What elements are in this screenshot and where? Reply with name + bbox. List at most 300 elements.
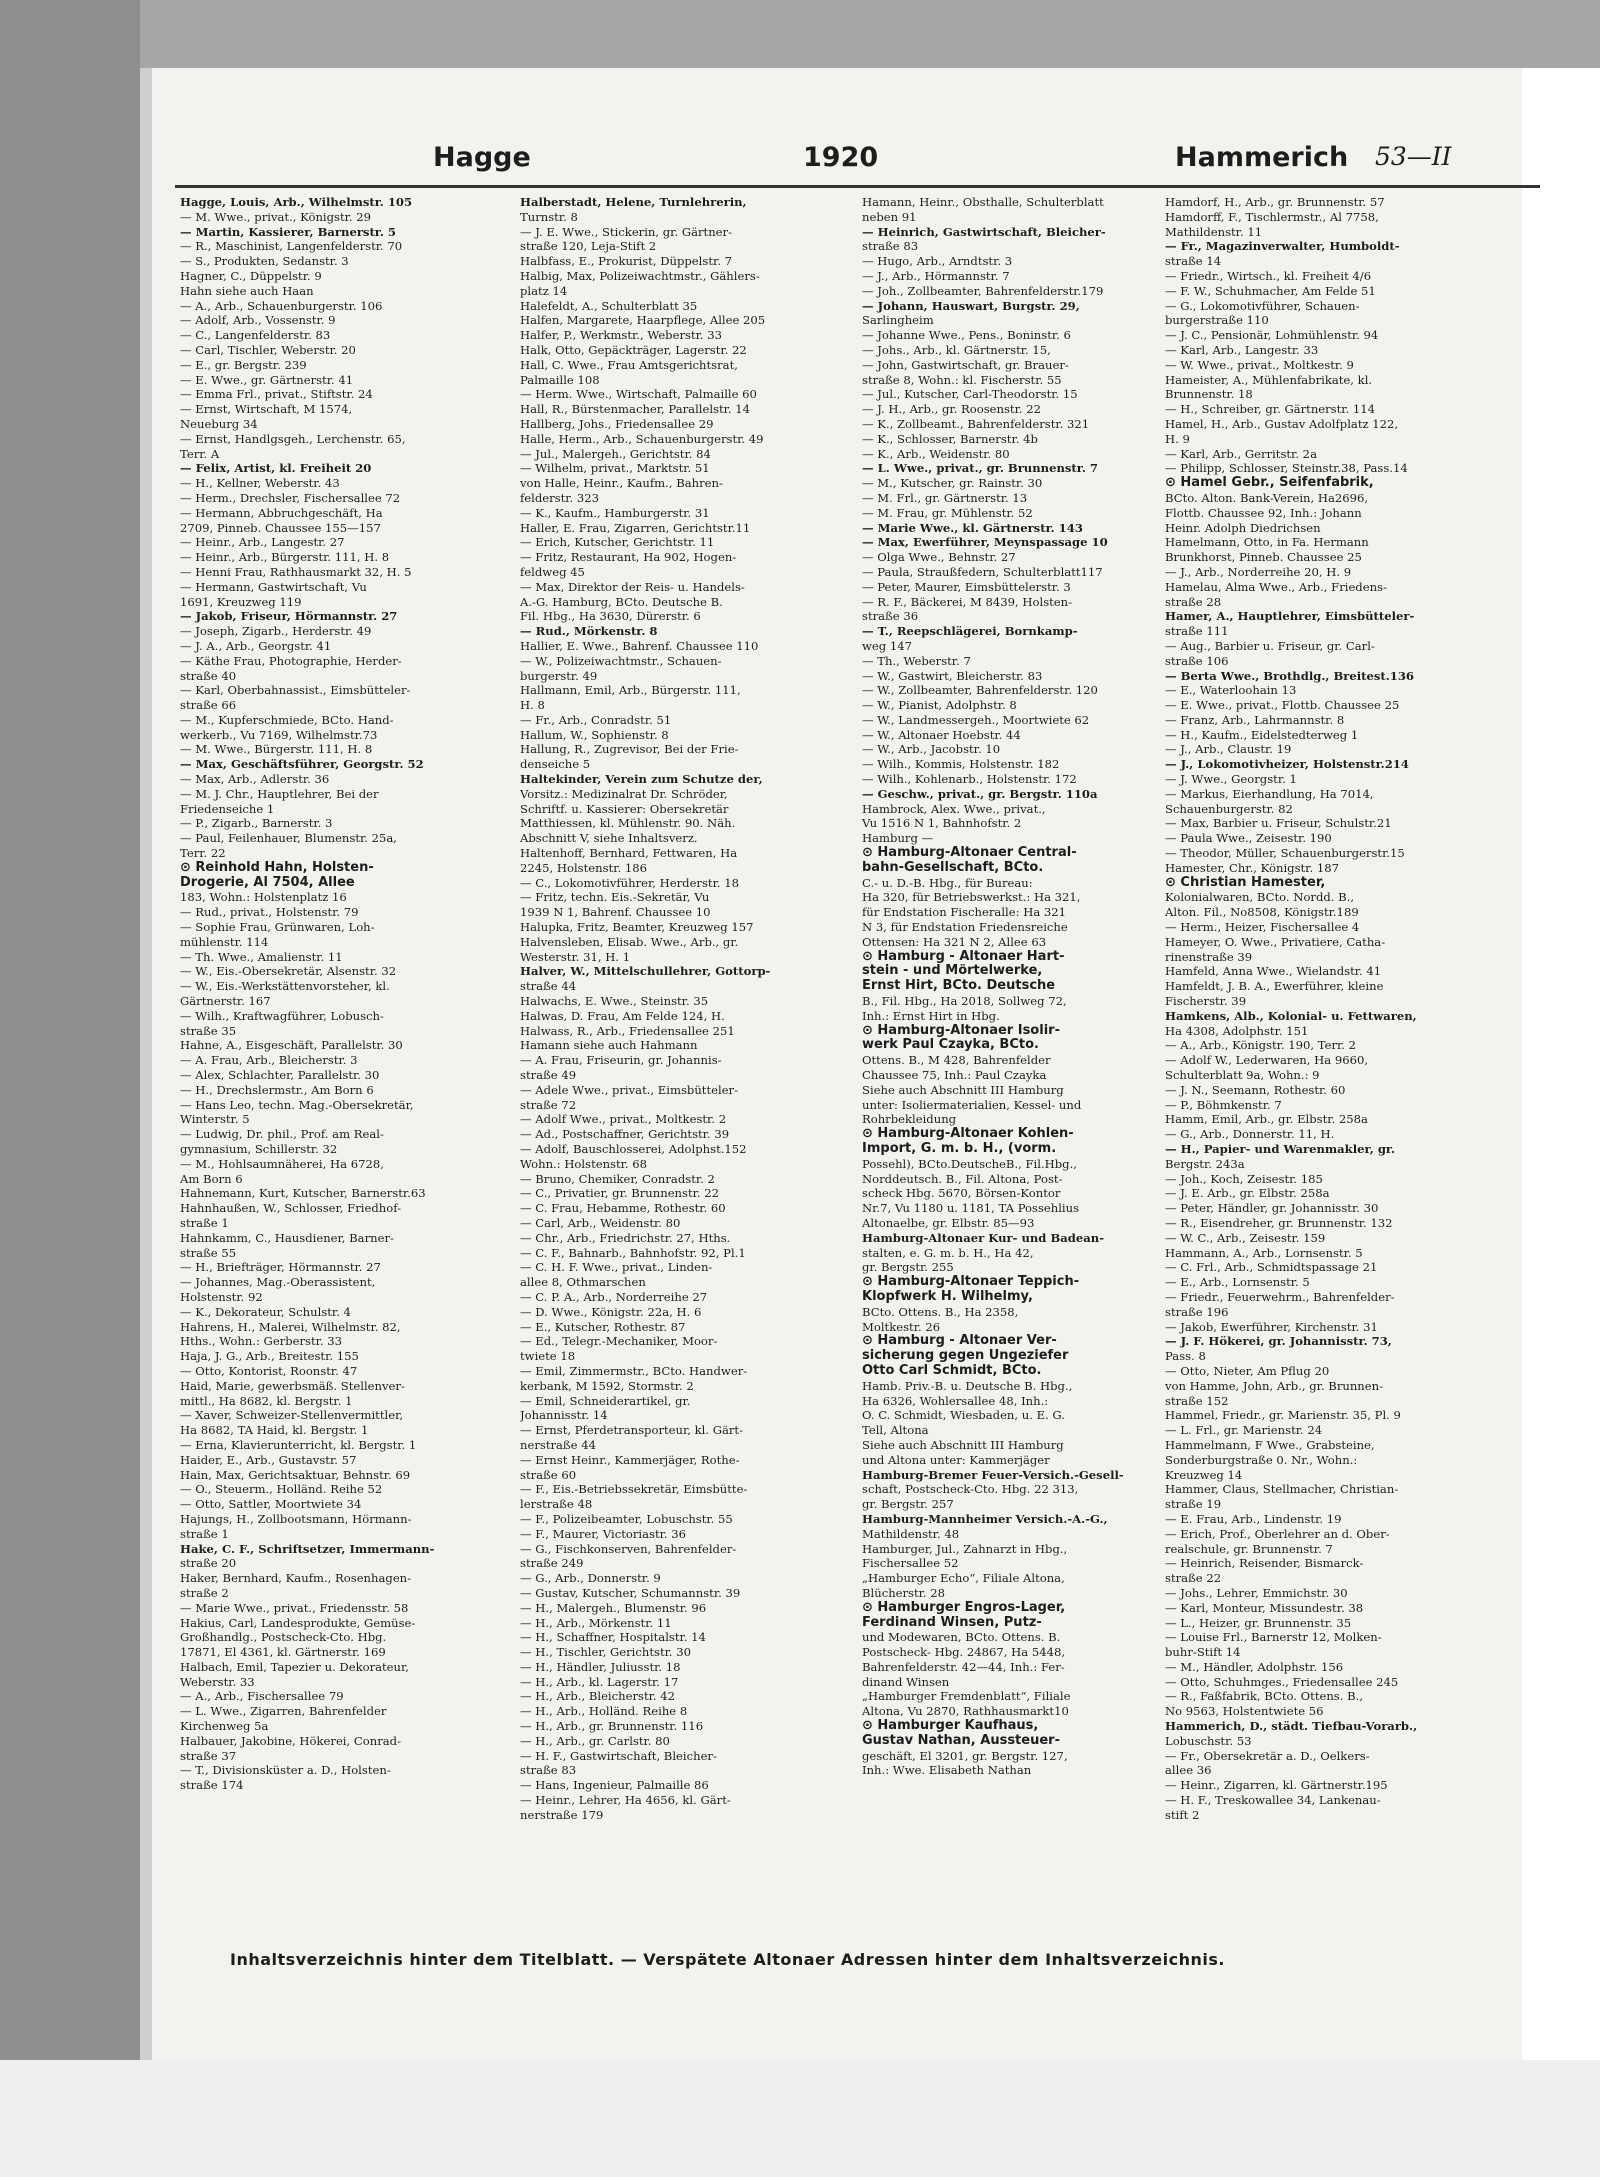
directory-entry: — D. Wwe., Königstr. 22a, H. 6 bbox=[520, 1304, 702, 1319]
directory-entry: — Adele Wwe., privat., Eimsbütteler- bbox=[520, 1082, 739, 1097]
directory-entry: — Johs., Arb., kl. Gärtnerstr. 15, bbox=[862, 342, 1051, 357]
directory-entry: Hammer, Claus, Stellmacher, Christian- bbox=[1165, 1482, 1399, 1497]
directory-entry: straße 8, Wohn.: kl. Fischerstr. 55 bbox=[862, 372, 1062, 387]
directory-entry: realschule, gr. Brunnenstr. 7 bbox=[1165, 1541, 1333, 1556]
directory-entry: sicherung gegen Ungeziefer bbox=[862, 1349, 1069, 1364]
directory-column-3 bbox=[862, 195, 1180, 1778]
directory-entry: straße 2 bbox=[180, 1585, 229, 1600]
directory-entry: — F., Eis.-Betriebssekretär, Eimsbütte- bbox=[520, 1482, 748, 1497]
directory-entry: straße 106 bbox=[1165, 653, 1229, 668]
directory-entry: ⊙ Christian Hamester, bbox=[1165, 875, 1326, 890]
directory-entry: O. C. Schmidt, Wiesbaden, u. E. G. bbox=[862, 1408, 1065, 1423]
directory-entry: Hallier, E. Wwe., Bahrenf. Chaussee 110 bbox=[520, 638, 759, 653]
directory-entry: Siehe auch Abschnitt III Hamburg bbox=[862, 1437, 1064, 1452]
directory-entry: — Felix, Artist, kl. Freiheit 20 bbox=[180, 461, 372, 476]
directory-entry: — Fritz, techn. Eis.-Sekretär, Vu bbox=[520, 890, 710, 905]
directory-entry: — E. Frau, Arb., Lindenstr. 19 bbox=[1165, 1511, 1342, 1526]
directory-entry: Ha 320, für Betriebswerkst.: Ha 321, bbox=[862, 890, 1081, 905]
directory-entry: — Bruno, Chemiker, Conradstr. 2 bbox=[520, 1171, 715, 1186]
directory-entry: — Fr., Arb., Conradstr. 51 bbox=[520, 712, 672, 727]
directory-entry: straße 174 bbox=[180, 1778, 244, 1793]
directory-entry: Mathildenstr. 11 bbox=[1165, 224, 1263, 239]
directory-entry: — Heinr., Zigarren, kl. Gärtnerstr.195 bbox=[1165, 1778, 1388, 1793]
directory-entry: — J. A., Arb., Georgstr. 41 bbox=[180, 638, 332, 653]
directory-entry: Weberstr. 33 bbox=[180, 1674, 255, 1689]
directory-entry: ⊙ Hamburg-Altonaer Central- bbox=[862, 846, 1077, 861]
directory-entry: — H., Arb., kl. Lagerstr. 17 bbox=[520, 1674, 679, 1689]
directory-entry: — Th., Weberstr. 7 bbox=[862, 653, 971, 668]
directory-entry: — F., Polizeibeamter, Lobuschstr. 55 bbox=[520, 1511, 733, 1526]
directory-entry: 2245, Holstenstr. 186 bbox=[520, 860, 647, 875]
directory-entry: Hahn siehe auch Haan bbox=[180, 283, 314, 298]
directory-entry: straße 22 bbox=[1165, 1571, 1222, 1586]
directory-entry: Halupka, Fritz, Beamter, Kreuzweg 157 bbox=[520, 920, 754, 935]
directory-entry: — Friedr., Wirtsch., kl. Freiheit 4/6 bbox=[1165, 268, 1372, 283]
directory-entry: — R., Maschinist, Langenfelderstr. 70 bbox=[180, 239, 403, 254]
directory-entry: burgerstraße 110 bbox=[1165, 313, 1269, 328]
header-first-name: Hagge bbox=[433, 142, 531, 173]
directory-entry: — Karl, Oberbahnassist., Eimsbütteler- bbox=[180, 683, 411, 698]
directory-entry: — Johs., Lehrer, Emmichstr. 30 bbox=[1165, 1585, 1348, 1600]
directory-entry: Halwass, R., Arb., Friedensallee 251 bbox=[520, 1023, 735, 1038]
directory-entry: Bahrenfelderstr. 42—44, Inh.: Fer- bbox=[862, 1659, 1065, 1674]
directory-entry: allee 8, Othmarschen bbox=[520, 1275, 646, 1290]
directory-entry: Hameister, A., Mühlenfabrikate, kl. bbox=[1165, 372, 1373, 387]
directory-entry: Heinr. Adolph Diedrichsen bbox=[1165, 520, 1321, 535]
directory-entry: — Wilhelm, privat., Marktstr. 51 bbox=[520, 461, 710, 476]
directory-entry: Haltenhoff, Bernhard, Fettwaren, Ha bbox=[520, 846, 738, 861]
directory-entry: — Otto, Schuhmges., Friedensallee 245 bbox=[1165, 1674, 1399, 1689]
directory-entry: Hagner, C., Düppelstr. 9 bbox=[180, 268, 322, 283]
directory-entry: Halbig, Max, Polizeiwachtmstr., Gählers- bbox=[520, 268, 760, 283]
directory-entry: — J., Arb., Norderreihe 20, H. 9 bbox=[1165, 564, 1352, 579]
directory-entry: — Karl, Monteur, Missundestr. 38 bbox=[1165, 1600, 1364, 1615]
directory-entry: — C., Langenfelderstr. 83 bbox=[180, 328, 331, 343]
directory-entry: — L. Frl., gr. Marienstr. 24 bbox=[1165, 1423, 1323, 1438]
directory-entry: — Martin, Kassierer, Barnerstr. 5 bbox=[180, 224, 396, 239]
directory-entry: Am Born 6 bbox=[180, 1171, 243, 1186]
directory-entry: straße 44 bbox=[520, 979, 577, 994]
directory-entry: — K., Kaufm., Hamburgerstr. 31 bbox=[520, 505, 710, 520]
directory-entry: Gärtnerstr. 167 bbox=[180, 994, 271, 1009]
directory-entry: — Marie Wwe., privat., Friedensstr. 58 bbox=[180, 1600, 409, 1615]
directory-entry: — Adolf, Arb., Vossenstr. 9 bbox=[180, 313, 336, 328]
directory-entry: Ha 8682, TA Haid, kl. Bergstr. 1 bbox=[180, 1423, 369, 1438]
directory-entry: Inh.: Ernst Hirt in Hbg. bbox=[862, 1008, 1000, 1023]
directory-entry: — A. Frau, Friseurin, gr. Johannis- bbox=[520, 1053, 722, 1068]
directory-entry: — S., Produkten, Sedanstr. 3 bbox=[180, 254, 349, 269]
directory-entry: Ottens. B., M 428, Bahrenfelder bbox=[862, 1053, 1051, 1068]
directory-entry: Halver, W., Mittelschullehrer, Gottorp- bbox=[520, 964, 771, 979]
directory-entry: Hahnkamm, C., Hausdiener, Barner- bbox=[180, 1230, 394, 1245]
directory-entry: buhr-Stift 14 bbox=[1165, 1645, 1241, 1660]
directory-entry: Ha 6326, Wohlersallee 48, Inh.: bbox=[862, 1393, 1049, 1408]
directory-entry: — H., Tischler, Gerichtstr. 30 bbox=[520, 1645, 691, 1660]
directory-entry: Winterstr. 5 bbox=[180, 1112, 250, 1127]
directory-entry: — Käthe Frau, Photographie, Herder- bbox=[180, 653, 402, 668]
directory-entry: — K., Zollbeamt., Bahrenfelderstr. 321 bbox=[862, 416, 1090, 431]
directory-entry: — Paula, Straußfedern, Schulterblatt117 bbox=[862, 564, 1103, 579]
directory-entry: nerstraße 179 bbox=[520, 1807, 604, 1822]
directory-entry: N 3, für Endstation Friedensreiche bbox=[862, 920, 1068, 935]
directory-entry: lerstraße 48 bbox=[520, 1497, 593, 1512]
directory-entry: — C. H. F. Wwe., privat., Linden- bbox=[520, 1260, 713, 1275]
directory-entry: Hamburg-Mannheimer Versich.-A.-G., bbox=[862, 1511, 1108, 1526]
directory-entry: und Altona unter: Kammerjäger bbox=[862, 1452, 1050, 1467]
directory-entry: BCto. Alton. Bank-Verein, Ha2696, bbox=[1165, 490, 1369, 505]
directory-entry: — Peter, Händler, gr. Johannisstr. 30 bbox=[1165, 1201, 1379, 1216]
directory-entry: Holstenstr. 92 bbox=[180, 1289, 263, 1304]
directory-entry: — O., Steuerm., Holländ. Reihe 52 bbox=[180, 1482, 383, 1497]
directory-entry: — C., Privatier, gr. Brunnenstr. 22 bbox=[520, 1186, 720, 1201]
directory-entry: Halberstadt, Helene, Turnlehrerin, bbox=[520, 195, 747, 209]
directory-entry: — Max, Barbier u. Friseur, Schulstr.21 bbox=[1165, 816, 1392, 831]
directory-entry: Neueburg 34 bbox=[180, 416, 258, 431]
directory-entry: Hamkens, Alb., Kolonial- u. Fettwaren, bbox=[1165, 1008, 1417, 1023]
directory-entry: Turnstr. 8 bbox=[520, 209, 578, 224]
directory-entry: Nr.7, Vu 1180 u. 1181, TA Possehlius bbox=[862, 1201, 1080, 1216]
directory-entry: — Olga Wwe., Behnstr. 27 bbox=[862, 550, 1016, 565]
directory-entry: für Endstation Fischeralle: Ha 321 bbox=[862, 905, 1067, 920]
directory-entry: Hamfeldt, J. B. A., Ewerführer, kleine bbox=[1165, 979, 1384, 994]
directory-entry: Terr. 22 bbox=[180, 846, 226, 861]
directory-entry: — W. Wwe., privat., Moltkestr. 9 bbox=[1165, 357, 1354, 372]
directory-entry: Hameyer, O. Wwe., Privatiere, Catha- bbox=[1165, 934, 1386, 949]
directory-entry: Altonaelbe, gr. Elbstr. 85—93 bbox=[862, 1215, 1035, 1230]
directory-entry: ⊙ Hamburg - Altonaer Ver- bbox=[862, 1334, 1057, 1349]
directory-entry: — Paul, Feilenhauer, Blumenstr. 25a, bbox=[180, 831, 397, 846]
directory-entry: — Johannes, Mag.-Oberassistent, bbox=[180, 1275, 376, 1290]
directory-entry: — Fr., Magazinverwalter, Humboldt- bbox=[1165, 239, 1400, 254]
directory-entry: — H., Arb., gr. Brunnenstr. 116 bbox=[520, 1719, 704, 1734]
directory-entry: Hamburg-Altonaer Kur- und Badean- bbox=[862, 1230, 1105, 1245]
directory-entry: — P., Böhmkenstr. 7 bbox=[1165, 1097, 1282, 1112]
directory-entry: — Johanne Wwe., Pens., Boninstr. 6 bbox=[862, 328, 1071, 343]
directory-entry: — Heinrich, Reisender, Bismarck- bbox=[1165, 1556, 1364, 1571]
directory-entry: Hamdorff, F., Tischlermstr., Al 7758, bbox=[1165, 209, 1379, 224]
directory-entry: — Peter, Maurer, Eimsbüttelerstr. 3 bbox=[862, 579, 1071, 594]
directory-entry: Vu 1516 N 1, Bahnhofstr. 2 bbox=[862, 816, 1022, 831]
directory-entry: Klopfwerk H. Wilhelmy, bbox=[862, 1289, 1033, 1304]
directory-entry: Hamdorf, H., Arb., gr. Brunnenstr. 57 bbox=[1165, 195, 1385, 209]
directory-entry: — Max, Direktor der Reis- u. Handels- bbox=[520, 579, 745, 594]
directory-entry: Import, G. m. b. H., (vorm. bbox=[862, 1142, 1057, 1156]
directory-entry: ⊙ Hamburg-Altonaer Kohlen- bbox=[862, 1127, 1074, 1142]
directory-entry: — Carl, Tischler, Weberstr. 20 bbox=[180, 342, 356, 357]
directory-entry: — Marie Wwe., kl. Gärtnerstr. 143 bbox=[862, 520, 1083, 535]
directory-entry: — Erich, Kutscher, Gerichtstr. 11 bbox=[520, 535, 715, 550]
directory-entry: Hammel, Friedr., gr. Marienstr. 35, Pl. 9 bbox=[1165, 1408, 1401, 1423]
directory-entry: Halfen, Margarete, Haarpflege, Allee 205 bbox=[520, 313, 766, 328]
directory-entry: gymnasium, Schillerstr. 32 bbox=[180, 1142, 338, 1156]
directory-entry: straße 120, Leja-Stift 2 bbox=[520, 239, 657, 254]
directory-entry: Hambrock, Alex. Wwe., privat., bbox=[862, 801, 1046, 816]
directory-entry: neben 91 bbox=[862, 209, 917, 224]
directory-entry: straße 1 bbox=[180, 1526, 229, 1541]
directory-entry: Abschnitt V, siehe Inhaltsverz. bbox=[520, 831, 698, 846]
directory-entry: — Henni Frau, Rathhausmarkt 32, H. 5 bbox=[180, 564, 412, 579]
directory-entry: rinenstraße 39 bbox=[1165, 949, 1253, 964]
directory-entry: — Herm., Drechsler, Fischersallee 72 bbox=[180, 490, 401, 505]
directory-entry: „Hamburger Echo“, Filiale Altona, bbox=[862, 1571, 1065, 1586]
directory-entry: — Geschw., privat., gr. Bergstr. 110a bbox=[862, 786, 1098, 801]
directory-entry: Schriftf. u. Kassierer: Obersekretär bbox=[520, 801, 729, 816]
directory-entry: — Rud., Mörkenstr. 8 bbox=[520, 624, 658, 639]
directory-entry: Ferdinand Winsen, Putz- bbox=[862, 1615, 1042, 1630]
directory-entry: Brunnenstr. 18 bbox=[1165, 387, 1253, 402]
directory-entry: — M., Kutscher, gr. Rainstr. 30 bbox=[862, 476, 1043, 491]
directory-entry: von Hamme, John, Arb., gr. Brunnen- bbox=[1165, 1378, 1384, 1393]
directory-entry: — Joh., Zollbeamter, Bahrenfelderstr.179 bbox=[862, 283, 1104, 298]
directory-entry: — A., Arb., Fischersallee 79 bbox=[180, 1689, 344, 1704]
directory-entry: mittl., Ha 8682, kl. Bergstr. 1 bbox=[180, 1393, 353, 1408]
directory-entry: Norddeutsch. B., Fil. Altona, Post- bbox=[862, 1171, 1063, 1186]
directory-entry: straße 37 bbox=[180, 1748, 237, 1763]
directory-entry: Hammerich, D., städt. Tiefbau-Vorarb., bbox=[1165, 1719, 1418, 1734]
directory-entry: — G., Arb., Donnerstr. 11, H. bbox=[1165, 1127, 1335, 1142]
directory-entry: Hamburger, Jul., Zahnarzt in Hbg., bbox=[862, 1541, 1068, 1556]
page-footer-note: Inhaltsverzeichnis hinter dem Titelblatt. — Verspätete Altonaer Adressen hinter dem Inhaltsverzeichnis. bbox=[230, 1950, 1225, 1969]
directory-entry: Fischersallee 52 bbox=[862, 1556, 959, 1571]
directory-entry: — J. C., Pensionär, Lohmühlenstr. 94 bbox=[1165, 328, 1379, 343]
directory-entry: — Emma Frl., privat., Stiftstr. 24 bbox=[180, 387, 373, 402]
directory-entry: Schauenburgerstr. 82 bbox=[1165, 801, 1293, 816]
directory-entry: — M. Wwe., privat., Königstr. 29 bbox=[180, 209, 372, 224]
directory-entry: C.- u. D.-B. Hbg., für Bureau: bbox=[862, 875, 1033, 890]
directory-entry: — A., Arb., Königstr. 190, Terr. 2 bbox=[1165, 1038, 1357, 1053]
directory-entry: Großhandlg., Postscheck-Cto. Hbg. bbox=[180, 1630, 387, 1645]
directory-entry: werk Paul Czayka, BCto. bbox=[862, 1038, 1039, 1053]
directory-entry: — H., Papier- und Warenmakler, gr. bbox=[1165, 1142, 1396, 1156]
directory-entry: straße 49 bbox=[520, 1068, 577, 1083]
directory-entry: Hall, C. Wwe., Frau Amtsgerichtsrat, bbox=[520, 357, 738, 372]
directory-entry: Schulterblatt 9a, Wohn.: 9 bbox=[1165, 1068, 1320, 1083]
directory-entry: Hammann, A., Arb., Lornsenstr. 5 bbox=[1165, 1245, 1363, 1260]
directory-entry: Fil. Hbg., Ha 3630, Dürerstr. 6 bbox=[520, 609, 701, 624]
directory-entry: — Adolf W., Lederwaren, Ha 9660, bbox=[1165, 1053, 1369, 1068]
directory-entry: allee 36 bbox=[1165, 1763, 1212, 1778]
directory-entry: Hamelau, Alma Wwe., Arb., Friedens- bbox=[1165, 579, 1387, 594]
directory-entry: — E. Wwe., gr. Gärtnerstr. 41 bbox=[180, 372, 354, 387]
directory-entry: gr. Bergstr. 255 bbox=[862, 1260, 954, 1275]
directory-entry: Halk, Otto, Gepäckträger, Lagerstr. 22 bbox=[520, 342, 747, 357]
directory-entry: Halbach, Emil, Tapezier u. Dekorateur, bbox=[180, 1659, 409, 1674]
directory-entry: Hamb. Priv.-B. u. Deutsche B. Hbg., bbox=[862, 1378, 1073, 1393]
directory-entry: Halvensleben, Elisab. Wwe., Arb., gr. bbox=[520, 934, 739, 949]
directory-entry: — Sophie Frau, Grünwaren, Loh- bbox=[180, 920, 375, 935]
directory-entry: — E., gr. Bergstr. 239 bbox=[180, 357, 307, 372]
directory-entry: Siehe auch Abschnitt III Hamburg bbox=[862, 1082, 1064, 1097]
directory-entry: Hamelmann, Otto, in Fa. Hermann bbox=[1165, 535, 1369, 550]
directory-entry: denseiche 5 bbox=[520, 757, 591, 772]
directory-entry: twiete 18 bbox=[520, 1349, 576, 1364]
directory-entry: — Karl, Arb., Gerritstr. 2a bbox=[1165, 446, 1317, 461]
directory-entry: mühlenstr. 114 bbox=[180, 934, 269, 949]
directory-entry: Hahrens, H., Malerei, Wilhelmstr. 82, bbox=[180, 1319, 401, 1334]
directory-entry: straße 40 bbox=[180, 668, 237, 683]
directory-entry: — G., Fischkonserven, Bahrenfelder- bbox=[520, 1541, 737, 1556]
directory-entry: Kreuzweg 14 bbox=[1165, 1467, 1243, 1482]
directory-entry: — Herm., Heizer, Fischersallee 4 bbox=[1165, 920, 1360, 935]
directory-entry: — Heinr., Lehrer, Ha 4656, kl. Gärt- bbox=[520, 1793, 731, 1808]
directory-entry: — Heinr., Arb., Bürgerstr. 111, H. 8 bbox=[180, 550, 390, 565]
directory-entry: — H., Händler, Juliusstr. 18 bbox=[520, 1659, 681, 1674]
directory-entry: — L. Wwe., privat., gr. Brunnenstr. 7 bbox=[862, 461, 1098, 476]
directory-entry: Rohrbekleidung bbox=[862, 1112, 957, 1127]
header-rule bbox=[175, 185, 1540, 188]
scan-border-bottom bbox=[0, 2060, 1600, 2177]
directory-entry: — Hermann, Abbruchgeschäft, Ha bbox=[180, 505, 383, 520]
directory-entry: Palmaille 108 bbox=[520, 372, 600, 387]
directory-entry: Tell, Altona bbox=[862, 1423, 929, 1438]
directory-entry: — Ernst Heinr., Kammerjäger, Rothe- bbox=[520, 1452, 740, 1467]
directory-entry: stein - und Mörtelwerke, bbox=[862, 964, 1043, 979]
page-header bbox=[175, 142, 1540, 176]
directory-entry: — Louise Frl., Barnerstr 12, Molken- bbox=[1165, 1630, 1382, 1645]
directory-entry: — H. F., Treskowallee 34, Lankenau- bbox=[1165, 1793, 1381, 1808]
directory-entry: ⊙ Hamel Gebr., Seifenfabrik, bbox=[1165, 476, 1374, 491]
directory-entry: Hamfeld, Anna Wwe., Wielandstr. 41 bbox=[1165, 964, 1382, 979]
directory-entry: — T., Divisionsküster a. D., Holsten- bbox=[180, 1763, 391, 1778]
directory-entry: Hamer, A., Hauptlehrer, Eimsbütteler- bbox=[1165, 609, 1415, 624]
directory-entry: B., Fil. Hbg., Ha 2018, Sollweg 72, bbox=[862, 994, 1067, 1009]
directory-entry: — P., Zigarb., Barnerstr. 3 bbox=[180, 816, 333, 831]
directory-entry: straße 83 bbox=[520, 1763, 577, 1778]
directory-entry: burgerstr. 49 bbox=[520, 668, 598, 683]
directory-entry: Haid, Marie, gewerbsmäß. Stellenver- bbox=[180, 1378, 405, 1393]
directory-entry: 1939 N 1, Bahrenf. Chaussee 10 bbox=[520, 905, 711, 920]
directory-entry: Hallung, R., Zugrevisor, Bei der Frie- bbox=[520, 742, 739, 757]
directory-entry: — W., Eis.-Obersekretär, Alsenstr. 32 bbox=[180, 964, 397, 979]
directory-entry: ⊙ Hamburg-Altonaer Isolir- bbox=[862, 1023, 1060, 1038]
directory-entry: H. 9 bbox=[1165, 431, 1190, 446]
directory-entry: H. 8 bbox=[520, 698, 545, 713]
directory-entry: — Carl, Arb., Weidenstr. 80 bbox=[520, 1215, 681, 1230]
directory-entry: werkerb., Vu 7169, Wilhelmstr.73 bbox=[180, 727, 378, 742]
directory-column-1 bbox=[180, 195, 498, 1793]
directory-entry: — C. F., Bahnarb., Bahnhofstr. 92, Pl.1 bbox=[520, 1245, 746, 1260]
directory-entry: — Wilh., Kohlenarb., Holstenstr. 172 bbox=[862, 772, 1077, 787]
directory-entry: Kirchenweg 5a bbox=[180, 1719, 269, 1734]
directory-entry: — L., Heizer, gr. Brunnenstr. 35 bbox=[1165, 1615, 1352, 1630]
directory-entry: schaft, Postscheck-Cto. Hbg. 22 313, bbox=[862, 1482, 1079, 1497]
directory-entry: Hamel, H., Arb., Gustav Adolfplatz 122, bbox=[1165, 416, 1399, 431]
directory-entry: Hallum, W., Sophienstr. 8 bbox=[520, 727, 669, 742]
directory-entry: kerbank, M 1592, Stormstr. 2 bbox=[520, 1378, 694, 1393]
directory-entry: Kolonialwaren, BCto. Nordd. B., bbox=[1165, 890, 1355, 905]
directory-entry: — H., Schreiber, gr. Gärtnerstr. 114 bbox=[1165, 402, 1376, 417]
directory-entry: — Hermann, Gastwirtschaft, Vu bbox=[180, 579, 367, 594]
directory-entry: straße 14 bbox=[1165, 254, 1222, 269]
directory-entry: gr. Bergstr. 257 bbox=[862, 1497, 954, 1512]
directory-entry: Hahnemann, Kurt, Kutscher, Barnerstr.63 bbox=[180, 1186, 426, 1201]
directory-entry: felderstr. 323 bbox=[520, 490, 600, 505]
directory-entry: Possehl), BCto.DeutscheB., Fil.Hbg., bbox=[862, 1156, 1077, 1171]
directory-entry: — M., Kupferschmiede, BCto. Hand- bbox=[180, 712, 394, 727]
directory-entry: Flottb. Chaussee 92, Inh.: Johann bbox=[1165, 505, 1362, 520]
directory-entry: Haja, J. G., Arb., Breitestr. 155 bbox=[180, 1349, 359, 1364]
directory-entry: straße 83 bbox=[862, 239, 919, 254]
directory-entry: — H., Kaufm., Eidelstedterweg 1 bbox=[1165, 727, 1359, 742]
directory-entry: — Jul., Malergeh., Gerichtstr. 84 bbox=[520, 446, 711, 461]
directory-entry: ⊙ Reinhold Hahn, Holsten- bbox=[180, 860, 374, 875]
directory-entry: — J., Arb., Claustr. 19 bbox=[1165, 742, 1292, 757]
directory-entry: Bergstr. 243a bbox=[1165, 1156, 1245, 1171]
directory-entry: — K., Dekorateur, Schulstr. 4 bbox=[180, 1304, 351, 1319]
directory-entry: — Joseph, Zigarb., Herderstr. 49 bbox=[180, 624, 372, 639]
directory-entry: Brunkhorst, Pinneb. Chaussee 25 bbox=[1165, 550, 1362, 565]
directory-entry: Lobuschstr. 53 bbox=[1165, 1733, 1252, 1748]
directory-entry: — Franz, Arb., Lahrmannstr. 8 bbox=[1165, 712, 1345, 727]
directory-entry: — H., Arb., gr. Carlstr. 80 bbox=[520, 1733, 670, 1748]
directory-entry: — Adolf Wwe., privat., Moltkestr. 2 bbox=[520, 1112, 727, 1127]
directory-entry: 183, Wohn.: Holstenplatz 16 bbox=[180, 890, 347, 905]
directory-entry: straße 66 bbox=[180, 698, 237, 713]
directory-entry: — Joh., Koch, Zeisestr. 185 bbox=[1165, 1171, 1323, 1186]
directory-entry: — H., Arb., Mörkenstr. 11 bbox=[520, 1615, 672, 1630]
directory-entry: Hakius, Carl, Landesprodukte, Gemüse- bbox=[180, 1615, 416, 1630]
directory-entry: straße 1 bbox=[180, 1215, 229, 1230]
directory-entry: — M., Händler, Adolphstr. 156 bbox=[1165, 1659, 1344, 1674]
directory-entry: Terr. A bbox=[180, 446, 220, 461]
page-number: 53—II bbox=[1375, 142, 1452, 171]
directory-entry: Hamann, Heinr., Obsthalle, Schulterblatt bbox=[862, 195, 1104, 209]
directory-entry: Hagge, Louis, Arb., Wilhelmstr. 105 bbox=[180, 195, 413, 209]
directory-entry: Hammelmann, F Wwe., Grabsteine, bbox=[1165, 1437, 1375, 1452]
directory-entry: Hamm, Emil, Arb., gr. Elbstr. 258a bbox=[1165, 1112, 1368, 1127]
directory-entry: Mathildenstr. 48 bbox=[862, 1526, 960, 1541]
directory-entry: „Hamburger Fremdenblatt“, Filiale bbox=[862, 1689, 1071, 1704]
directory-entry: Alton. Fil., No8508, Königstr.189 bbox=[1165, 905, 1359, 920]
directory-entry: Halbauer, Jakobine, Hökerei, Conrad- bbox=[180, 1733, 401, 1748]
directory-entry: ⊙ Hamburger Engros-Lager, bbox=[862, 1600, 1066, 1615]
directory-entry: — Gustav, Kutscher, Schumannstr. 39 bbox=[520, 1585, 741, 1600]
directory-entry: stift 2 bbox=[1165, 1807, 1200, 1822]
directory-entry: — W., Polizeiwachtmstr., Schauen- bbox=[520, 653, 722, 668]
directory-entry: — Wilh., Kommis, Holstenstr. 182 bbox=[862, 757, 1060, 772]
directory-entry: scheck Hbg. 5670, Börsen-Kontor bbox=[862, 1186, 1061, 1201]
directory-entry: — E. Wwe., privat., Flottb. Chaussee 25 bbox=[1165, 698, 1400, 713]
directory-entry: ⊙ Hamburg-Altonaer Teppich- bbox=[862, 1275, 1080, 1290]
directory-entry: — Otto, Kontorist, Roonstr. 47 bbox=[180, 1363, 358, 1378]
directory-entry: Sonderburgstraße 0. Nr., Wohn.: bbox=[1165, 1452, 1358, 1467]
directory-entry: — E., Waterloohain 13 bbox=[1165, 683, 1297, 698]
directory-entry: straße 35 bbox=[180, 1023, 237, 1038]
directory-entry: Haltekinder, Verein zum Schutze der, bbox=[520, 772, 763, 787]
directory-column-2 bbox=[520, 195, 838, 1823]
directory-entry: — J. E. Wwe., Stickerin, gr. Gärtner- bbox=[520, 224, 732, 239]
directory-entry: — E., Kutscher, Rothestr. 87 bbox=[520, 1319, 686, 1334]
directory-entry: — Johann, Hauswart, Burgstr. 29, bbox=[862, 298, 1080, 313]
directory-entry: — G., Arb., Donnerstr. 9 bbox=[520, 1571, 661, 1586]
directory-entry: 2709, Pinneb. Chaussee 155—157 bbox=[180, 520, 381, 535]
directory-entry: bahn-Gesellschaft, BCto. bbox=[862, 860, 1044, 875]
directory-entry: — W., Pianist, Adolphstr. 8 bbox=[862, 698, 1017, 713]
header-year: 1920 bbox=[803, 142, 879, 173]
directory-entry: weg 147 bbox=[862, 638, 913, 653]
directory-entry: — Otto, Nieter, Am Pflug 20 bbox=[1165, 1363, 1330, 1378]
directory-entry: Haller, E. Frau, Zigarren, Gerichtstr.11 bbox=[520, 520, 751, 535]
directory-entry: Hamester, Chr., Königstr. 187 bbox=[1165, 860, 1339, 875]
directory-entry: — J. E. Arb., gr. Elbstr. 258a bbox=[1165, 1186, 1330, 1201]
directory-entry: — Hans Leo, techn. Mag.-Obersekretär, bbox=[180, 1097, 414, 1112]
directory-entry: Postscheck- Hbg. 24867, Ha 5448, bbox=[862, 1645, 1066, 1660]
directory-entry: Hamburg — bbox=[862, 831, 934, 846]
directory-entry: — J. H., Arb., gr. Roosenstr. 22 bbox=[862, 402, 1041, 417]
directory-entry: — C. Frl., Arb., Schmidtspassage 21 bbox=[1165, 1260, 1378, 1275]
directory-entry: — L. Wwe., Zigarren, Bahrenfelder bbox=[180, 1704, 387, 1719]
directory-entry: Westerstr. 31, H. 1 bbox=[520, 949, 631, 964]
